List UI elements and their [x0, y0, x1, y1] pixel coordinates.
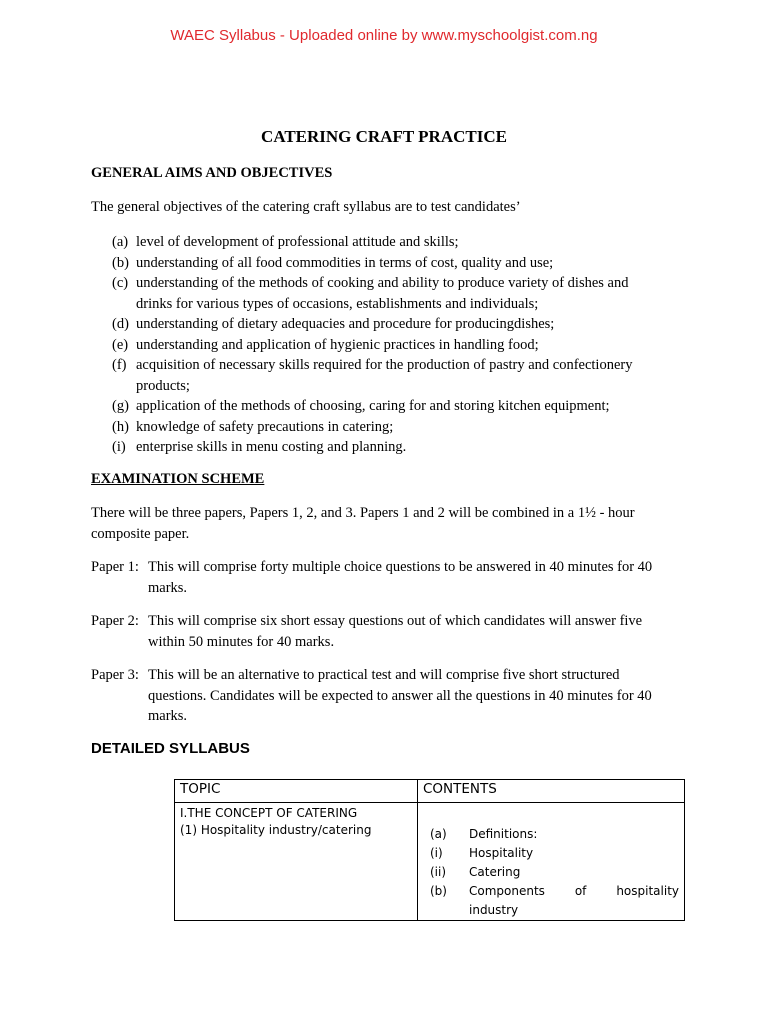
paper-text: This will be an alternative to practical test and will comprise five short structured — [148, 667, 620, 683]
table-header-row — [175, 780, 685, 803]
content-word: hospitality — [616, 884, 679, 898]
paper-text-cont: within 50 minutes for 40 marks. — [148, 633, 335, 650]
topic-line: (1) Hospitality industry/catering — [180, 823, 372, 837]
paper-label: Paper 3: — [91, 667, 139, 683]
scheme-paragraph — [91, 503, 671, 544]
content-item — [424, 825, 679, 844]
content-marker: (ii) — [430, 865, 447, 879]
page-title: CATERING CRAFT PRACTICE — [261, 127, 507, 146]
content-text: Catering — [469, 865, 521, 879]
objective-text: understanding of dietary adequacies and procedure for producingdishes; — [136, 316, 555, 332]
topic-line: I.THE CONCEPT OF CATERING — [180, 806, 358, 820]
content-text: Hospitality — [469, 846, 534, 860]
paper-text: This will comprise six short essay questions out of which candidates will answer five — [148, 613, 643, 629]
paper-text-cont: marks. — [148, 708, 188, 724]
aims-heading: GENERAL AIMS AND OBJECTIVES — [91, 165, 333, 181]
objective-marker: (c) — [112, 275, 129, 291]
paper-1-paragraph — [91, 557, 681, 598]
column-header-contents: CONTENTS — [418, 780, 685, 803]
content-word: of — [574, 884, 587, 898]
paper-label: Paper 1: — [91, 559, 139, 575]
syllabus-table — [174, 779, 685, 921]
paper-text: This will comprise forty multiple choice questions to be answered in 40 minutes for 40 — [148, 559, 653, 575]
objectives-list — [112, 232, 672, 458]
objective-item — [112, 417, 672, 438]
topic-cell — [175, 803, 418, 921]
objective-marker: (d) — [112, 316, 129, 332]
objective-text-cont: products; — [136, 377, 190, 394]
objective-marker: (a) — [112, 234, 129, 250]
objective-item — [112, 232, 672, 253]
objective-marker: (h) — [112, 418, 129, 435]
contents-cell — [418, 803, 685, 921]
content-item — [424, 844, 679, 863]
paper-text-cont: marks. — [148, 579, 188, 596]
objective-item — [112, 273, 672, 314]
objective-item — [112, 253, 672, 274]
objective-text: understanding and application of hygienic practices in handling food; — [136, 336, 539, 353]
objective-text: enterprise skills in menu costing and planning. — [136, 439, 407, 455]
objective-text: understanding of the methods of cooking and ability to produce variety of dishes and — [136, 275, 629, 291]
objective-text: understanding of all food commodities in terms of cost, quality and use; — [136, 254, 554, 271]
content-word: Components — [469, 884, 545, 898]
objective-text: knowledge of safety precautions in catering; — [136, 418, 394, 435]
content-marker: (a) — [430, 827, 447, 841]
header-link[interactable]: WAEC Syllabus - Uploaded online by www.myschoolgist.com.ng — [170, 27, 598, 44]
objective-marker: (f) — [112, 357, 127, 373]
objective-text: acquisition of necessary skills required for the production of pastry and confectionery — [136, 357, 633, 373]
objective-marker: (b) — [112, 254, 129, 271]
table-row — [175, 803, 685, 921]
objective-item — [112, 355, 672, 396]
content-item — [424, 882, 679, 920]
objective-item — [112, 396, 672, 417]
content-text: Definitions: — [469, 827, 538, 841]
scheme-line: There will be three papers, Papers 1, 2, and 3. Papers 1 and 2 will be combined in a 1½ - hour — [91, 505, 635, 521]
exam-heading: EXAMINATION SCHEME — [91, 471, 265, 487]
objective-marker: (g) — [112, 398, 129, 414]
content-marker: (i) — [430, 846, 443, 860]
paper-text-cont: questions. Candidates will be expected to answer all the questions in 40 minutes for 40 — [148, 687, 652, 704]
objective-text-cont: drinks for various types of occasions, establishments and individuals; — [136, 295, 539, 312]
objective-item — [112, 437, 672, 458]
paper-3-paragraph — [91, 665, 681, 727]
paper-2-paragraph — [91, 611, 681, 652]
paper-label: Paper 2: — [91, 613, 139, 629]
objective-marker: (e) — [112, 336, 129, 353]
scheme-line: composite paper. — [91, 525, 190, 542]
objective-marker: (i) — [112, 439, 126, 455]
detailed-syllabus-heading: DETAILED SYLLABUS — [91, 740, 250, 757]
objective-item — [112, 335, 672, 356]
content-text-justified — [469, 882, 679, 901]
intro-text: The general objectives of the catering craft syllabus are to test candidates’ — [91, 199, 521, 215]
content-marker: (b) — [430, 884, 447, 898]
objective-text: level of development of professional attitude and skills; — [136, 234, 459, 250]
objective-item — [112, 314, 672, 335]
content-item — [424, 863, 679, 882]
column-header-topic: TOPIC — [175, 780, 418, 803]
content-text-cont: industry — [469, 903, 519, 917]
objective-text: application of the methods of choosing, caring for and storing kitchen equipment; — [136, 398, 610, 414]
